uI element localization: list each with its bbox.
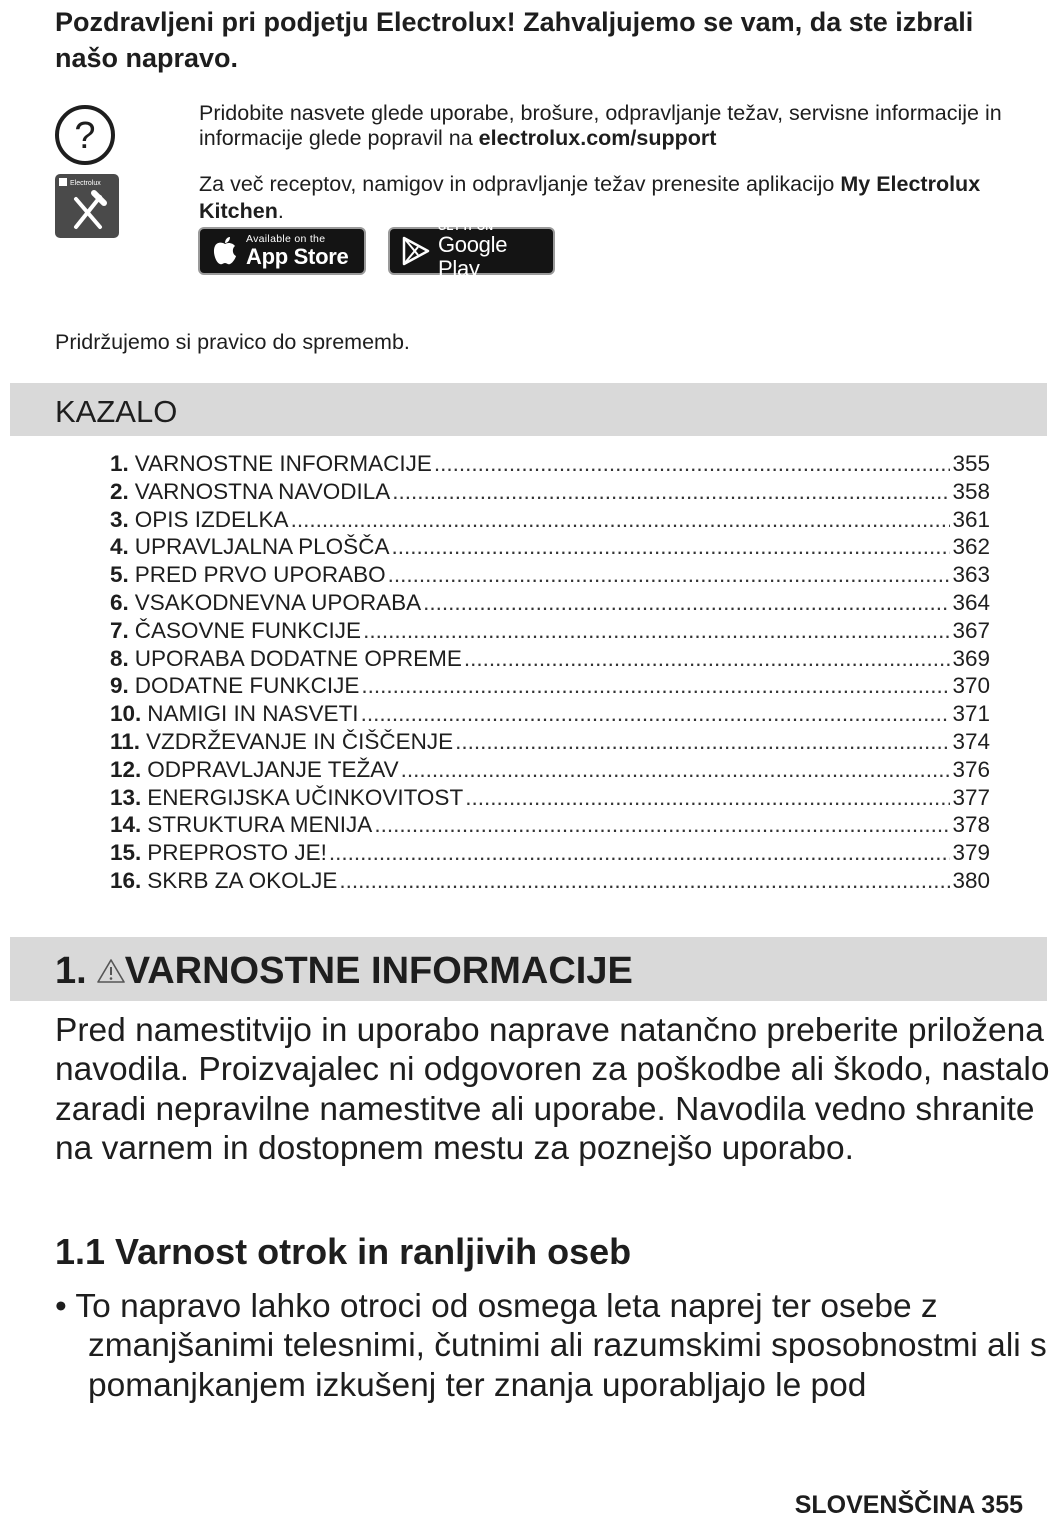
toc-item[interactable]: 3. OPIS IZDELKA ..... 361 [110, 506, 990, 534]
support-text: Pridobite nasvete glede uporabe, brošure, odpravljanje težav, servisne informacije in informacije glede popravil na electrolux.com/support [199, 101, 1002, 150]
toc-item[interactable]: 4. UPRAVLJALNA PLOŠČA ..... 362 [110, 533, 990, 561]
question-mark-icon [54, 102, 120, 168]
app-store-label: App Store [246, 243, 349, 269]
toc-list [110, 450, 990, 895]
toc-item[interactable]: 13. ENERGIJSKA UČINKOVITOST ..... 377 [110, 784, 990, 812]
toc-item[interactable]: 10. NAMIGI IN NASVETI ..... 371 [110, 700, 990, 728]
apple-icon [212, 236, 238, 266]
toc-item[interactable]: 2. VARNOSTNA NAVODILA ..... 358 [110, 478, 990, 506]
toc-item[interactable]: 14. STRUKTURA MENIJA ..... 378 [110, 811, 990, 839]
toc-item[interactable]: 6. VSAKODNEVNA UPORABA ..... 364 [110, 589, 990, 617]
play-icon [402, 236, 430, 266]
toc-item[interactable]: 7. ČASOVNE FUNKCIJE ..... 367 [110, 617, 990, 645]
toc-item[interactable]: 9. DODATNE FUNKCIJE ..... 370 [110, 672, 990, 700]
app-store-small-label: Available on the [246, 232, 326, 245]
app-store-badge[interactable] [198, 227, 366, 275]
reserve-note: Pridržujemo si pravico do sprememb. [55, 330, 410, 354]
toc-item[interactable]: 15. PREPROSTO JE! ..... 379 [110, 839, 990, 867]
brand-label: Electrolux [70, 180, 101, 187]
google-play-small-label: GET IT ON [438, 220, 494, 233]
section-title: 1. VARNOSTNE INFORMACIJE [55, 950, 633, 992]
toc-item[interactable]: 8. UPORABA DODATNE OPREME ..... 369 [110, 645, 990, 673]
app-promo-text: Za več receptov, namigov in odpravljanje težav prenesite aplikacijo My Electrolux Kitchen. [199, 172, 981, 223]
toc-item[interactable]: 11. VZDRŽEVANJE IN ČIŠČENJE ..... 374 [110, 728, 990, 756]
warning-icon [97, 958, 125, 984]
bullet-paragraph: • To napravo lahko otroci od osmega leta naprej ter osebe z zmanjšanimi telesnimi, čutnimi ali razumskimi sposobnostmi ali s pomanjkanjem izkušenj ter znanja uporabljajo le pod [55, 1288, 1047, 1404]
support-link[interactable]: electrolux.com/support [478, 126, 717, 150]
svg-text:?: ? [74, 115, 96, 157]
app-name: My Electrolux Kitchen [199, 172, 981, 223]
subsection-title: 1.1 Varnost otrok in ranljivih oseb [55, 1231, 632, 1272]
google-play-badge[interactable] [388, 220, 555, 281]
kitchen-app-icon [54, 173, 120, 239]
toc-item[interactable]: 12. ODPRAVLJANJE TEŽAV ..... 376 [110, 756, 990, 784]
greeting-heading: Pozdravljeni pri podjetju Electrolux! Zahvaljujemo se vam, da ste izbrali našo napravo. [55, 7, 974, 73]
toc-item[interactable]: 1. VARNOSTNE INFORMACIJE ..... 355 [110, 450, 990, 478]
page-footer: SLOVENŠČINA 355 [794, 1491, 1023, 1519]
toc-title: KAZALO [55, 394, 178, 429]
google-play-label: Google Play [438, 231, 508, 281]
toc-item[interactable]: 5. PRED PRVO UPORABO ..... 363 [110, 561, 990, 589]
toc-item[interactable]: 16. SKRB ZA OKOLJE ..... 380 [110, 867, 990, 895]
intro-paragraph: Pred namestitvijo in uporabo naprave natančno preberite priložena navodila. Proizvajalec ni odgovoren za poškodbe ali škodo, nastalo zaradi nepravilne namestitve ali uporabe. Navodila vedno shranite na varnem in dostopnem mestu za poznejšo uporabo. [55, 1012, 1050, 1167]
